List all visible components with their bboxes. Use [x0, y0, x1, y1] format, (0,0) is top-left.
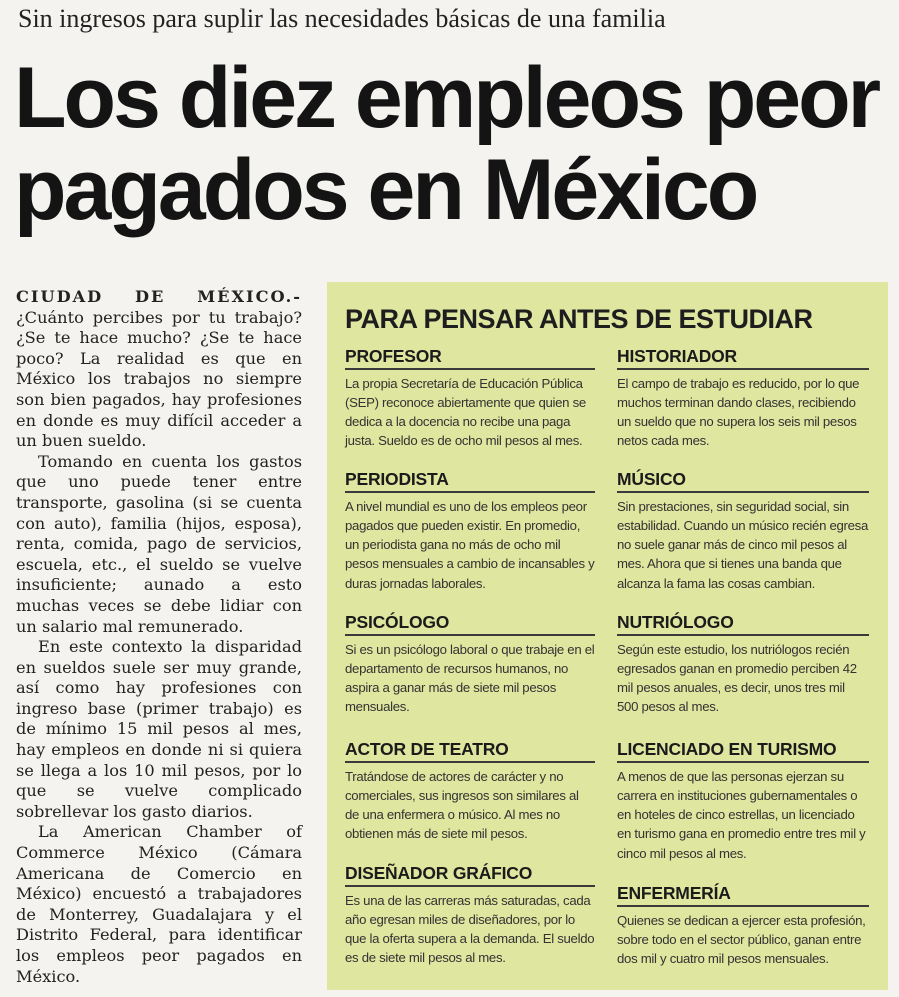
divider — [617, 761, 869, 763]
job-description: El campo de trabajo es reducido, por lo que muchos terminan dando clases, recibiendo un sueldo que no supera los seis mil pesos netos cada mes. — [617, 375, 860, 449]
divider — [345, 885, 595, 887]
job-title: LICENCIADO EN TURISMO — [617, 739, 837, 759]
article-paragraph: En este contexto la disparidad en sueldos suele ser muy grande, así como hay profesiones con ingreso base (primer trabajo) es de mínimo 15 mil pesos al mes, hay empleos en donde ni si quiera se llega a los 10 mil pesos, por lo que se vuelve complicado sobrellevar los gasto diarios. — [16, 637, 302, 821]
divider — [617, 634, 869, 636]
job-title: NUTRIÓLOGO — [617, 612, 734, 632]
divider — [617, 368, 869, 370]
article-paragraph: Tomando en cuenta los gastos que uno puede tener entre transporte, gasolina (si se cuenta con auto), familia (hijos, esposa), renta, comida, pago de servicios, escuela, etc., el sueldo se vuelve insuficiente; aunado a esto muchas veces se debe lidiar con un salario mal remunerado. — [16, 451, 302, 636]
divider — [617, 905, 869, 907]
divider — [345, 761, 595, 763]
divider — [617, 491, 869, 493]
job-entry — [345, 346, 595, 469]
headline: Los diez empleos peor pagados en México — [14, 50, 879, 238]
job-title: PROFESOR — [345, 346, 442, 366]
job-description: A nivel mundial es uno de los empleos peor pagados que pueden existir. En promedio, un periodista gana no más de ocho mil pesos mensuales a cambio de incansables y duras jornadas laborales. — [345, 498, 595, 591]
article-body — [16, 287, 302, 987]
sidebar-left-column — [345, 346, 595, 968]
sidebar-box — [327, 282, 888, 990]
article-paragraph: La American Chamber of Commerce México (Cámara Americana de Comercio en México) encuestó a trabajadores de Monterrey, Guadalajara y el Distrito Federal, para identificar los empleos peor pagados en México. — [16, 822, 302, 986]
divider — [345, 491, 595, 493]
divider — [345, 368, 595, 370]
sidebar-right-column — [617, 346, 869, 968]
paragraph-text: ¿Cuánto percibes por tu trabajo? ¿Se te hace mucho? ¿Se te hace poco? La realidad es que en México los trabajos no siempre son bien pagados, hay profesiones en donde es muy difícil acceder a un buen sueldo. — [16, 307, 302, 451]
kicker: Sin ingresos para suplir las necesidades básicas de una familia — [18, 4, 666, 33]
job-description: Según este estudio, los nutriólogos recién egresados ganan en promedio perciben 42 mil pesos anuales, es decir, unos tres mil 500 pesos al mes. — [617, 641, 857, 715]
job-title: DISEÑADOR GRÁFICO — [345, 863, 533, 883]
job-description: Es una de las carreras más saturadas, cada año egresan miles de diseñadores, por lo que la oferta supera a la demanda. El sueldo es de siete mil pesos al mes. — [345, 892, 595, 966]
job-entry — [345, 469, 595, 612]
sidebar-title: PARA PENSAR ANTES DE ESTUDIAR — [345, 304, 813, 334]
job-description: Sin prestaciones, sin seguridad social, sin estabilidad. Cuando un músico recién egresa no suele ganar más de cinco mil pesos al mes. Ahora que si tienes una banda que alcanza la fama las cosas cambian. — [617, 498, 869, 591]
job-entry — [345, 863, 595, 968]
divider — [345, 634, 595, 636]
job-description: Tratándose de actores de carácter y no comerciales, sus ingresos son similares al de una enfermera o músico. Al mes no obtienen más de siete mil pesos. — [345, 768, 579, 842]
job-title: PSICÓLOGO — [345, 612, 450, 632]
job-entry — [617, 469, 869, 612]
job-entry — [345, 739, 595, 863]
job-title: ACTOR DE TEATRO — [345, 739, 509, 759]
job-entry — [617, 739, 869, 883]
job-title: PERIODISTA — [345, 469, 449, 489]
job-entry — [617, 346, 869, 469]
job-entry — [617, 883, 869, 968]
job-description: A menos de que las personas ejerzan su carrera en instituciones gubernamentales o en hoteles de cinco estrellas, un licenciado en turismo gana en promedio entre tres mil y cinco mil pesos al mes. — [617, 768, 866, 861]
job-description: La propia Secretaría de Educación Pública (SEP) reconoce abiertamente que quien se dedica a la docencia no recibe una paga justa. Sueldo es de ocho mil pesos al mes. — [345, 375, 586, 449]
job-entry — [345, 612, 595, 739]
job-title: ENFERMERÍA — [617, 883, 731, 903]
job-entry — [617, 612, 869, 739]
article-paragraph — [16, 287, 302, 452]
job-description: Si es un psicólogo laboral o que trabaje en el departamento de recursos humanos, no aspira a ganar más de siete mil pesos mensuales. — [345, 641, 595, 715]
job-description: Quienes se dedican a ejercer esta profesión, sobre todo en el sector público, ganan entre dos mil y cuatro mil pesos mensuales. — [617, 912, 866, 967]
job-title: MÚSICO — [617, 469, 686, 489]
job-title: HISTORIADOR — [617, 346, 737, 366]
dateline: CIUDAD DE MÉXICO.- — [16, 287, 302, 306]
